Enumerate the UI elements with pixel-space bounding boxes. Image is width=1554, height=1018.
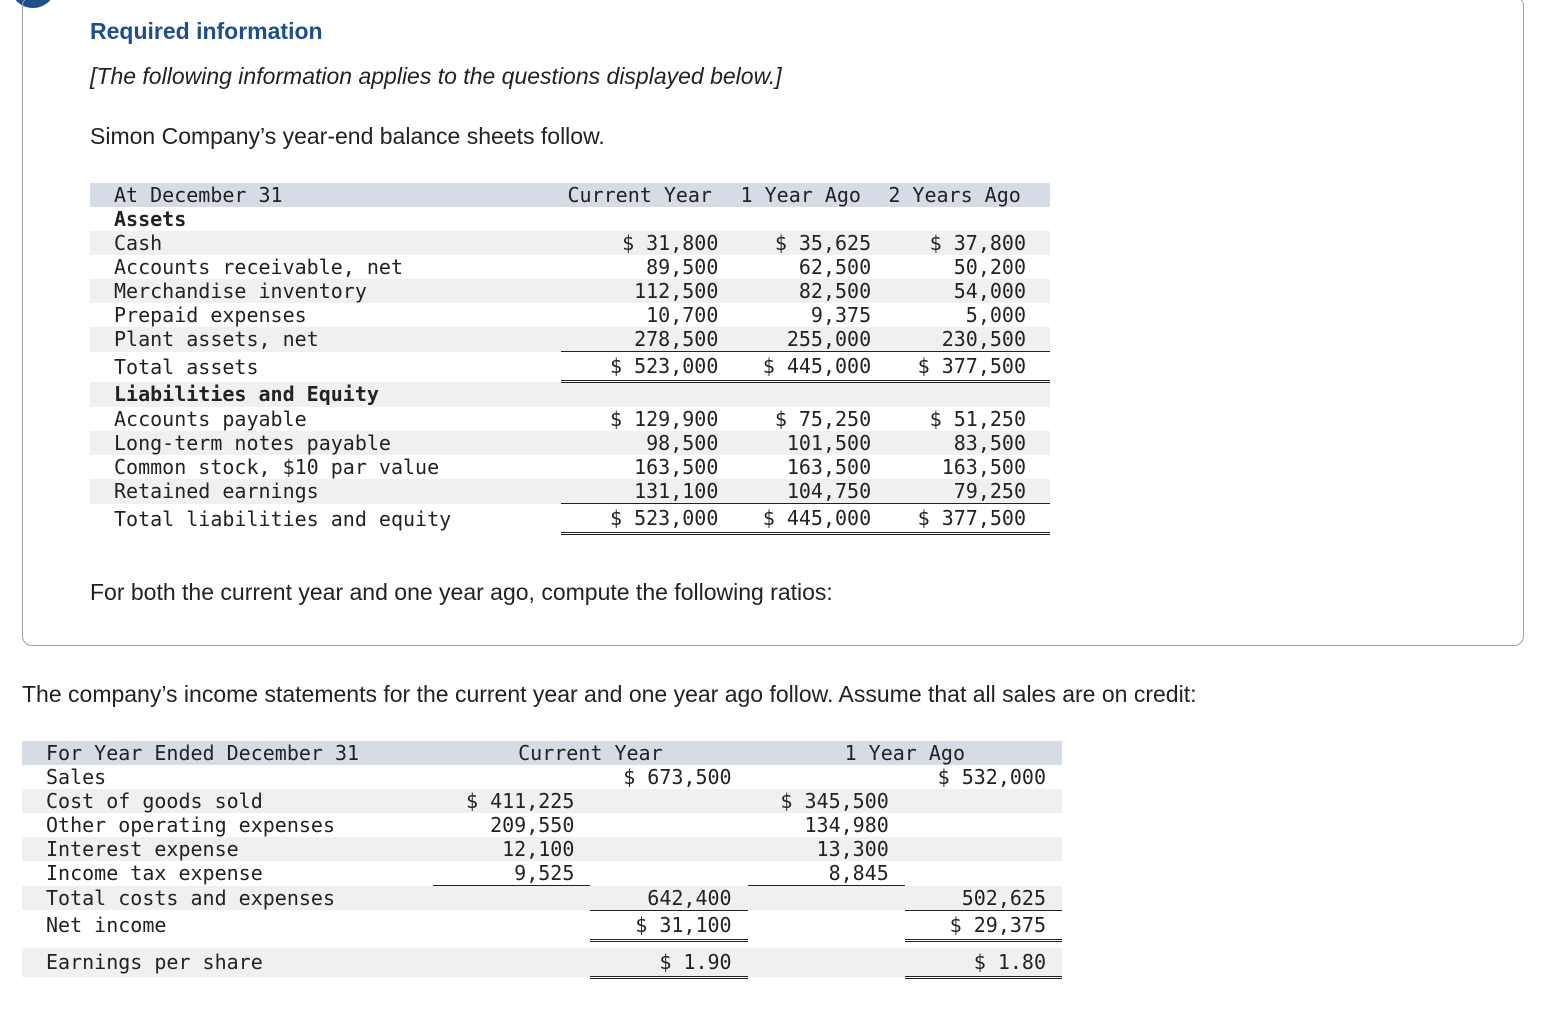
- row-value: $ 129,900: [610, 407, 719, 431]
- row-label: Net income: [46, 913, 167, 937]
- ratios-instruction: For both the current year and one year ago, compute the following ratios:: [90, 579, 833, 605]
- row-value: 8,845: [748, 861, 905, 886]
- row-value: 79,250: [883, 479, 1050, 504]
- required-info-title: Required information: [90, 18, 323, 44]
- row-value: $ 75,250: [774, 407, 872, 431]
- eps-row: [22, 948, 1062, 978]
- table-row: [90, 255, 1050, 279]
- row-value: 54,000: [883, 279, 1050, 303]
- table-row: [22, 837, 1062, 861]
- balance-header-2yr: 2 Years Ago: [883, 183, 1050, 207]
- row-label: Total liabilities and equity: [114, 506, 452, 531]
- table-row: [22, 789, 1062, 813]
- row-value: 230,500: [883, 327, 1050, 352]
- row-value: 255,000: [730, 327, 883, 352]
- row-label: Long-term notes payable: [90, 431, 561, 455]
- row-value: 98,500: [561, 431, 730, 455]
- row-value: $ 445,000: [730, 352, 883, 382]
- row-value: 9,375: [810, 303, 872, 327]
- row-value: 209,550: [490, 813, 575, 837]
- row-label: Common stock, $10 par value: [114, 455, 440, 479]
- row-value: 89,500: [646, 255, 719, 279]
- row-value: 50,200: [953, 255, 1026, 279]
- row-value: 62,500: [798, 255, 872, 279]
- row-label: Cash: [90, 231, 561, 255]
- row-value: $ 523,000: [561, 352, 730, 382]
- balance-header-row: [90, 183, 1050, 207]
- row-value: $ 29,375: [905, 910, 1062, 940]
- row-value: 163,500: [786, 455, 872, 479]
- row-value: 12,100: [433, 837, 590, 861]
- income-statement-table: [22, 741, 1062, 979]
- table-row: [90, 407, 1050, 431]
- total-liabilities-row: [90, 504, 1050, 534]
- balance-header-current: Current Year: [561, 183, 730, 207]
- balance-sheet-intro: Simon Company’s year-end balance sheets follow.: [90, 123, 605, 149]
- row-value: 10,700: [646, 303, 719, 327]
- table-row: [22, 813, 1062, 837]
- row-value: $ 35,625: [730, 231, 883, 255]
- sales-row: [22, 765, 1062, 789]
- row-value: $ 51,250: [929, 407, 1026, 431]
- net-income-row: [22, 910, 1062, 940]
- table-row: [90, 303, 1050, 327]
- row-label: Cost of goods sold: [22, 789, 433, 813]
- row-label: Total costs and expenses: [22, 886, 433, 911]
- row-label: Other operating expenses: [46, 813, 335, 837]
- row-value: 9,525: [433, 861, 590, 886]
- assets-heading: Assets: [114, 207, 187, 231]
- row-value: 82,500: [730, 279, 883, 303]
- row-label: Plant assets, net: [90, 327, 561, 352]
- row-value: 642,400: [590, 886, 747, 911]
- income-statement-intro: The company’s income statements for the current year and one year ago follow. Assume that all sales are on credit:: [22, 681, 1197, 707]
- row-value: $ 1.90: [590, 948, 747, 978]
- total-costs-row: [22, 886, 1062, 911]
- row-label: Accounts payable: [114, 407, 307, 431]
- row-value: 83,500: [883, 431, 1050, 455]
- table-row: [90, 279, 1050, 303]
- total-assets-row: [90, 352, 1050, 382]
- table-row: [90, 327, 1050, 352]
- row-value: 163,500: [634, 455, 719, 479]
- row-value: $ 377,500: [883, 504, 1050, 534]
- table-row: [90, 479, 1050, 504]
- row-value: 278,500: [561, 327, 730, 352]
- row-value: 112,500: [561, 279, 730, 303]
- row-label: Prepaid expenses: [114, 303, 307, 327]
- assets-heading-row: [90, 207, 1050, 231]
- row-value: 5,000: [965, 303, 1026, 327]
- row-label: Earnings per share: [22, 948, 433, 978]
- income-header-prior: 1 Year Ago: [748, 741, 1062, 765]
- row-value: 101,500: [730, 431, 883, 455]
- row-value: $ 31,800: [561, 231, 730, 255]
- row-label: Sales: [46, 765, 107, 789]
- table-row: [90, 455, 1050, 479]
- required-info-note: [The following information applies to the questions displayed below.]: [90, 63, 782, 89]
- balance-header-1yr: 1 Year Ago: [730, 183, 883, 207]
- row-value: 134,980: [804, 813, 889, 837]
- income-header-row: [22, 741, 1062, 765]
- row-value: $ 37,800: [883, 231, 1050, 255]
- row-value: $ 523,000: [561, 504, 730, 534]
- row-value: 502,625: [905, 886, 1062, 911]
- row-value: $ 532,000: [937, 765, 1046, 789]
- row-label: Merchandise inventory: [90, 279, 561, 303]
- row-value: $ 31,100: [590, 910, 747, 940]
- balance-header-label: At December 31: [90, 183, 561, 207]
- row-value: $ 1.80: [905, 948, 1062, 978]
- row-value: 163,500: [941, 455, 1026, 479]
- row-label: Accounts receivable, net: [114, 255, 403, 279]
- income-header-current: Current Year: [433, 741, 747, 765]
- row-label: Income tax expense: [46, 861, 263, 886]
- table-row: [90, 231, 1050, 255]
- row-label: Retained earnings: [90, 479, 561, 504]
- liabilities-heading-row: [90, 382, 1050, 408]
- row-value: $ 445,000: [730, 504, 883, 534]
- table-row: [22, 861, 1062, 886]
- table-row: [90, 431, 1050, 455]
- row-value: $ 345,500: [748, 789, 905, 813]
- row-value: $ 377,500: [883, 352, 1050, 382]
- row-label: Total assets: [114, 354, 259, 379]
- row-value: 13,300: [748, 837, 905, 861]
- row-value: 131,100: [561, 479, 730, 504]
- row-value: $ 411,225: [433, 789, 590, 813]
- liabilities-heading: Liabilities and Equity: [90, 382, 561, 408]
- row-label: Interest expense: [22, 837, 433, 861]
- row-value: $ 673,500: [623, 765, 732, 789]
- income-header-label: For Year Ended December 31: [22, 741, 433, 765]
- row-value: 104,750: [730, 479, 883, 504]
- balance-sheet-table: [90, 183, 1050, 535]
